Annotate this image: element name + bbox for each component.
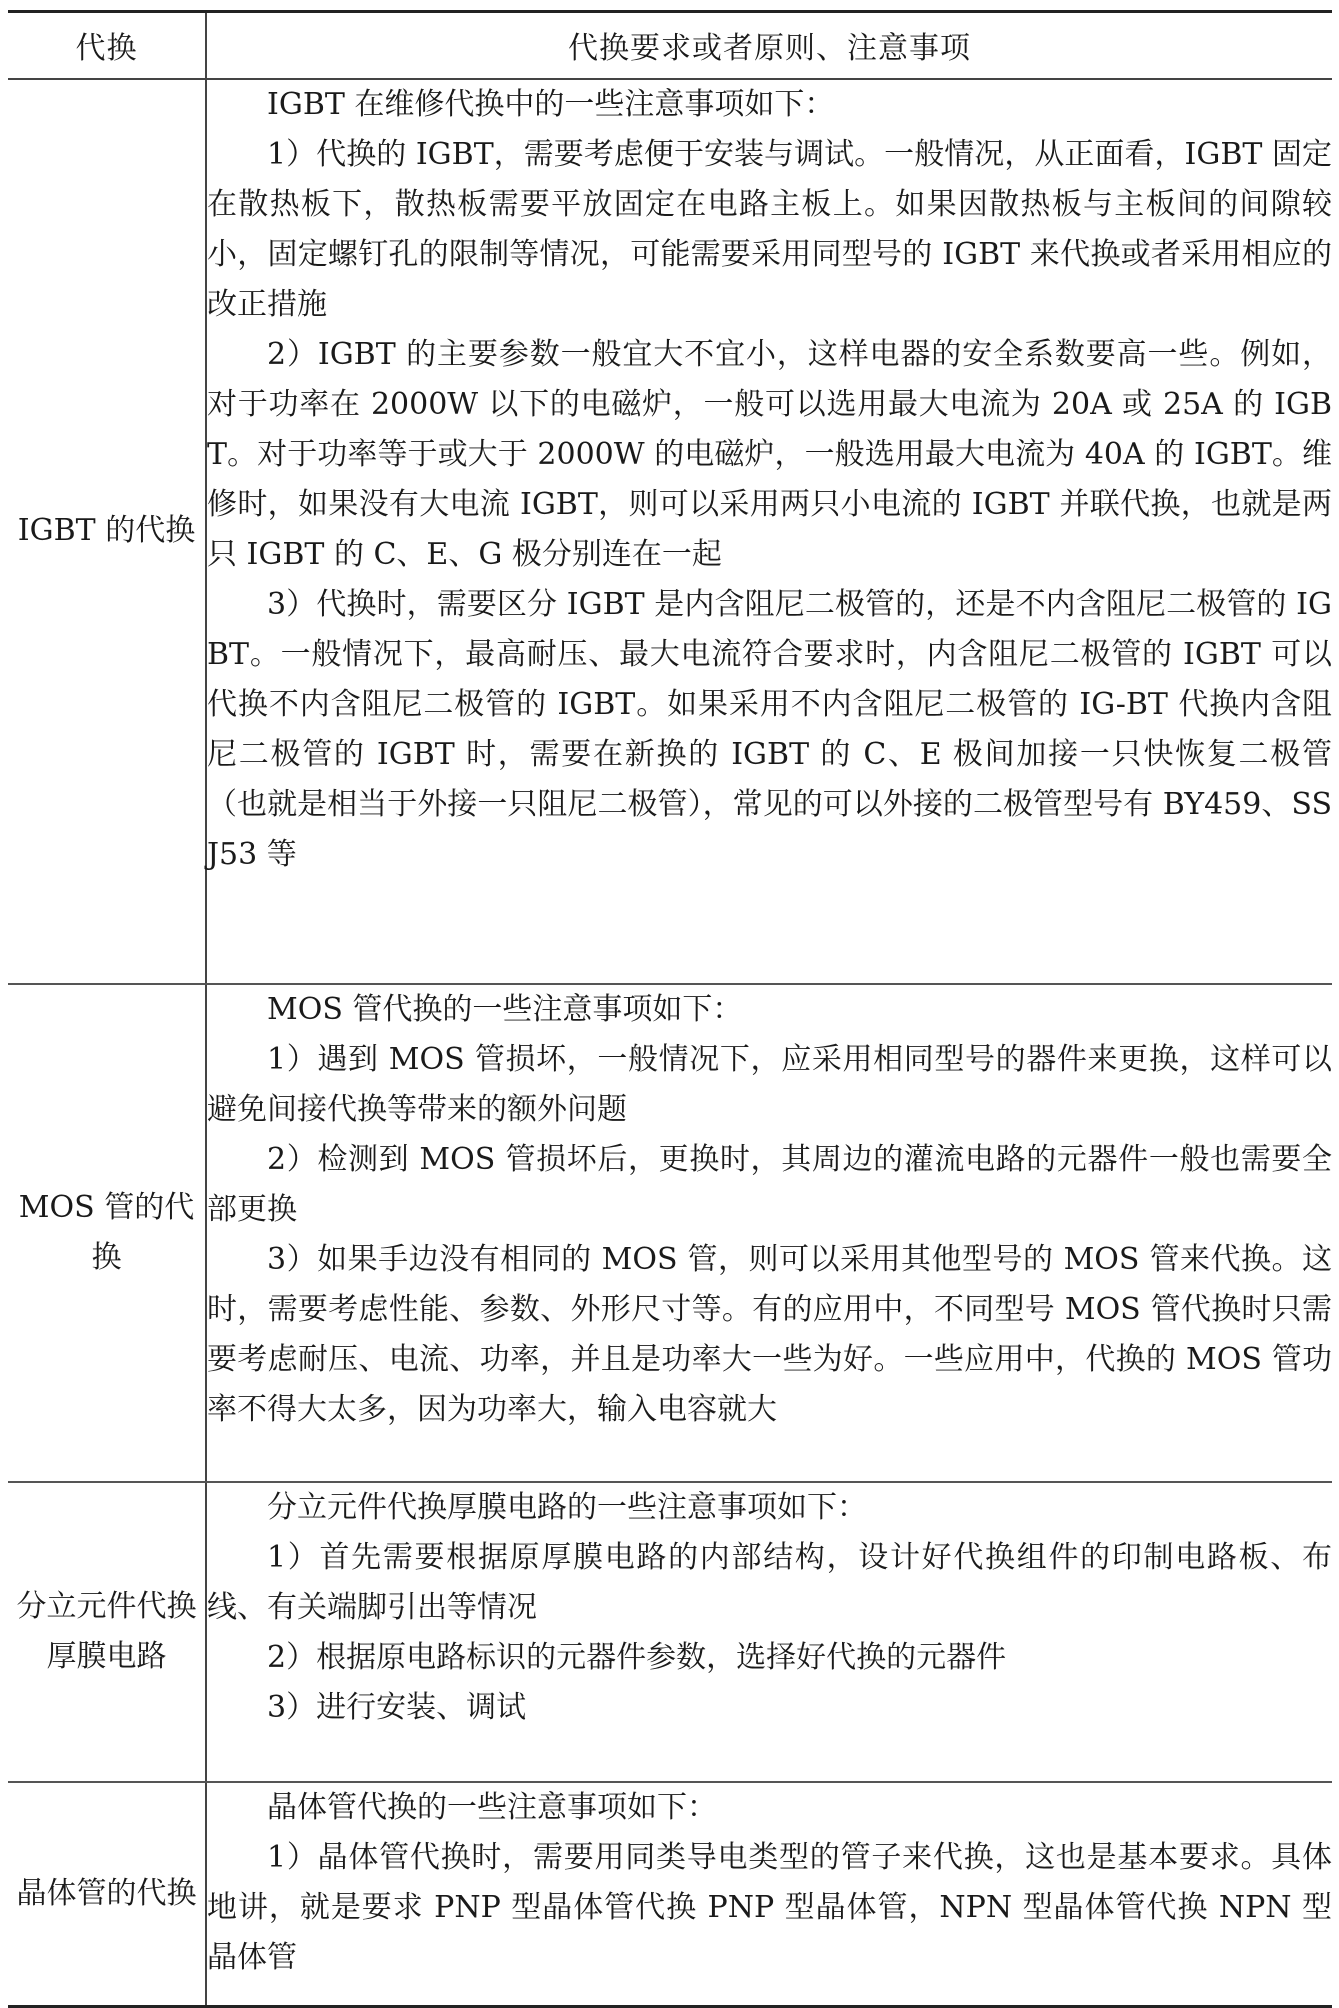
row-content-igbt bbox=[206, 79, 1332, 984]
table-row-transistor bbox=[8, 1782, 1332, 2007]
paragraph: 1）遇到 MOS 管损坏，一般情况下，应采用相同型号的器件来更换，这样可以避免间接代换等带来的额外问题 bbox=[207, 1041, 1332, 1127]
table-row-igbt bbox=[8, 79, 1332, 984]
row-content-thick-film bbox=[206, 1482, 1332, 1782]
paragraph: 1）代换的 IGBT，需要考虑便于安装与调试。一般情况，从正面看，IGBT 固定在散热板下，散热板需要平放固定在电路主板上。如果因散热板与主板间的间隙较小，固定螺钉孔的限制等情况，可能需要采用同型号的 IGBT 来代换或者采用相应的改正措施 bbox=[207, 136, 1332, 322]
paragraph: IGBT 在维修代换中的一些注意事项如下： bbox=[267, 86, 835, 122]
paragraph: MOS 管代换的一些注意事项如下： bbox=[267, 991, 743, 1027]
paragraph: 3）进行安装、调试 bbox=[267, 1689, 527, 1725]
paragraph: 2）根据原电路标识的元器件参数，选择好代换的元器件 bbox=[267, 1639, 1007, 1675]
row-label-igbt: IGBT 的代换 bbox=[8, 79, 206, 984]
paragraph: 3）如果手边没有相同的 MOS 管，则可以采用其他型号的 MOS 管来代换。这时，需要考虑性能、参数、外形尺寸等。有的应用中，不同型号 MOS 管代换时只需要考虑耐压、电流、功率，并且是功率大一些为好。一些应用中，代换的 MOS 管功率不得大太多，因为功率大，输入电容就大 bbox=[207, 1241, 1332, 1427]
table-row-thick-film bbox=[8, 1482, 1332, 1782]
paragraph: 晶体管代换的一些注意事项如下： bbox=[267, 1789, 717, 1825]
paragraph: 1）晶体管代换时，需要用同类导电类型的管子来代换，这也是基本要求。具体地讲，就是要求 PNP 型晶体管代换 PNP 型晶体管，NPN 型晶体管代换 NPN 型晶体管 bbox=[207, 1839, 1332, 1975]
header-substitution: 代换 bbox=[8, 12, 206, 79]
paragraph: 分立元件代换厚膜电路的一些注意事项如下： bbox=[267, 1489, 867, 1525]
row-content-transistor bbox=[206, 1782, 1332, 2007]
table-row-mos bbox=[8, 984, 1332, 1482]
row-label-mos: MOS 管的代换 bbox=[8, 984, 206, 1482]
row-content-mos bbox=[206, 984, 1332, 1482]
paragraph: 3）代换时，需要区分 IGBT 是内含阻尼二极管的，还是不内含阻尼二极管的 IGBT。一般情况下，最高耐压、最大电流符合要求时，内含阻尼二极管的 IGBT 可以代换不内含阻尼二极管的 IGBT。如果采用不内含阻尼二极管的 IG-BT 代换内含阻尼二极管的 IGBT 时，需要在新换的 IGBT 的 C、E 极间加接一只快恢复二极管（也就是相当于外接一只阻尼二极管），常见的可以外接的二极管型号有 BY459、SSJ53 等 bbox=[207, 586, 1332, 872]
paragraph: 1）首先需要根据原厚膜电路的内部结构，设计好代换组件的印制电路板、布线、有关端脚引出等情况 bbox=[207, 1539, 1332, 1625]
header-requirements: 代换要求或者原则、注意事项 bbox=[206, 12, 1332, 79]
row-label-transistor: 晶体管的代换 bbox=[8, 1782, 206, 2007]
paragraph: 2）检测到 MOS 管损坏后，更换时，其周边的灌流电路的元器件一般也需要全部更换 bbox=[207, 1141, 1332, 1227]
substitution-table bbox=[8, 10, 1332, 2008]
row-label-thick-film: 分立元件代换厚膜电路 bbox=[8, 1482, 206, 1782]
table-header-row bbox=[8, 12, 1332, 79]
paragraph: 2）IGBT 的主要参数一般宜大不宜小，这样电器的安全系数要高一些。例如，对于功率在 2000W 以下的电磁炉，一般可以选用最大电流为 20A 或 25A 的 IGBT。对于功率等于或大于 2000W 的电磁炉，一般选用最大电流为 40A 的 IGBT。维修时，如果没有大电流 IGBT，则可以采用两只小电流的 IGBT 并联代换，也就是两只 IGBT 的 C、E、G 极分别连在一起 bbox=[207, 336, 1332, 572]
